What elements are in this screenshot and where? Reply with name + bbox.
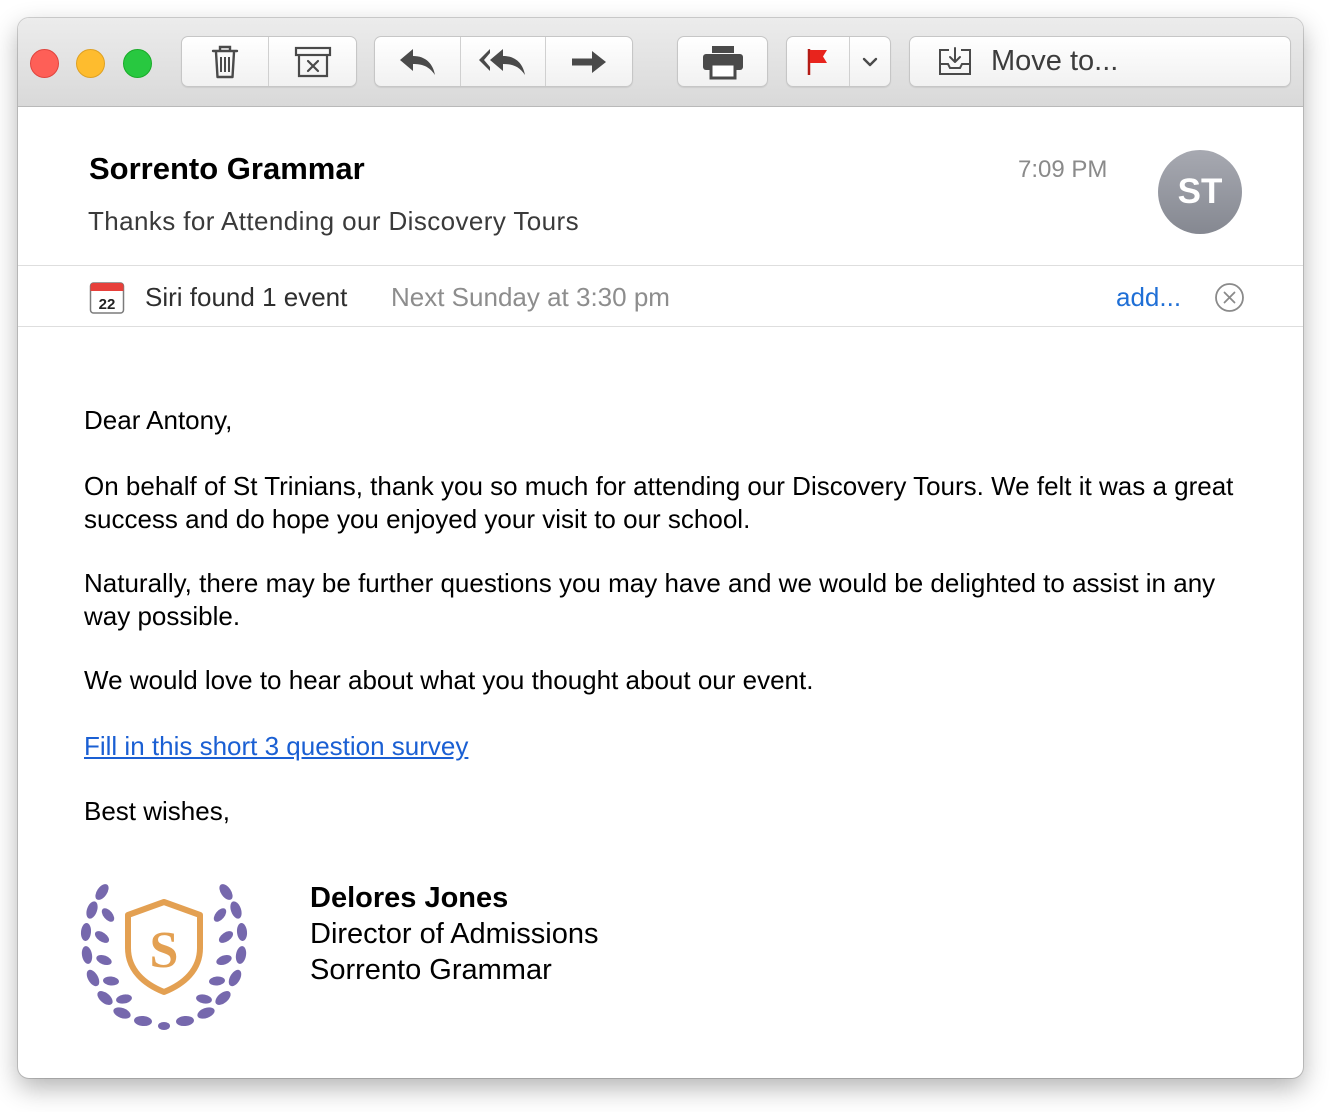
mail-window xyxy=(18,18,1303,1078)
flag-icon xyxy=(805,47,831,77)
signature-name: Delores Jones xyxy=(310,882,509,914)
move-to-button[interactable] xyxy=(909,36,1291,87)
flag-button[interactable] xyxy=(787,37,850,86)
delete-archive-group xyxy=(181,36,357,87)
crest-letter: S xyxy=(149,922,179,979)
closing: Best wishes, xyxy=(84,796,230,826)
print-group xyxy=(677,36,768,87)
toolbar xyxy=(18,18,1303,107)
trash-icon xyxy=(210,44,240,80)
siri-found-text: Siri found 1 event xyxy=(145,282,348,312)
delete-button[interactable] xyxy=(182,37,269,86)
chevron-down-icon xyxy=(862,57,878,67)
signature-title: Director of Admissions xyxy=(310,918,599,950)
signature-org: Sorrento Grammar xyxy=(310,954,552,986)
siri-add-button[interactable]: add... xyxy=(1116,282,1182,312)
junk-button[interactable] xyxy=(269,37,356,86)
greeting: Dear Antony, xyxy=(84,405,233,435)
close-window-button[interactable] xyxy=(30,49,59,78)
reply-group xyxy=(374,36,633,87)
dismiss-icon[interactable] xyxy=(1214,282,1245,313)
sender-name: Sorrento Grammar xyxy=(89,151,365,186)
minimize-window-button[interactable] xyxy=(76,49,105,78)
siri-suggestion-bar xyxy=(18,266,1303,327)
calendar-icon xyxy=(89,281,125,315)
siri-event-time: Next Sunday at 3:30 pm xyxy=(391,282,670,312)
move-to-label: Move to... xyxy=(991,45,1119,77)
print-button[interactable] xyxy=(678,37,767,86)
zoom-window-button[interactable] xyxy=(123,49,152,78)
message-subject: Thanks for Attending our Discovery Tours xyxy=(88,206,579,236)
forward-button[interactable] xyxy=(546,37,632,86)
signature-block xyxy=(310,880,599,988)
message-time: 7:09 PM xyxy=(1018,156,1108,183)
forward-icon xyxy=(570,49,608,75)
reply-icon xyxy=(398,47,438,77)
flag-group xyxy=(786,36,891,87)
body-paragraph-3: We would love to hear about what you thought about our event. xyxy=(84,665,814,695)
move-to-icon xyxy=(937,47,973,77)
sender-avatar: ST xyxy=(1158,150,1242,234)
survey-link[interactable]: Fill in this short 3 question survey xyxy=(84,731,469,761)
flag-menu-button[interactable] xyxy=(850,37,890,86)
calendar-day: 22 xyxy=(98,296,116,313)
reply-button[interactable] xyxy=(375,37,461,86)
school-crest-logo xyxy=(78,880,250,1030)
body-paragraph-2: Naturally, there may be further questions you may have and we would be delighted to assist in any way possible. xyxy=(84,568,1216,631)
junk-box-icon xyxy=(294,45,332,79)
reply-all-button[interactable] xyxy=(461,37,545,86)
message-header xyxy=(18,107,1303,266)
printer-icon xyxy=(701,44,745,80)
body-paragraph-1: On behalf of St Trinians, thank you so much for attending our Discovery Tours. We felt it was a great success and do hope you enjoyed your visit to our school. xyxy=(84,471,1234,534)
reply-all-icon xyxy=(478,47,528,77)
